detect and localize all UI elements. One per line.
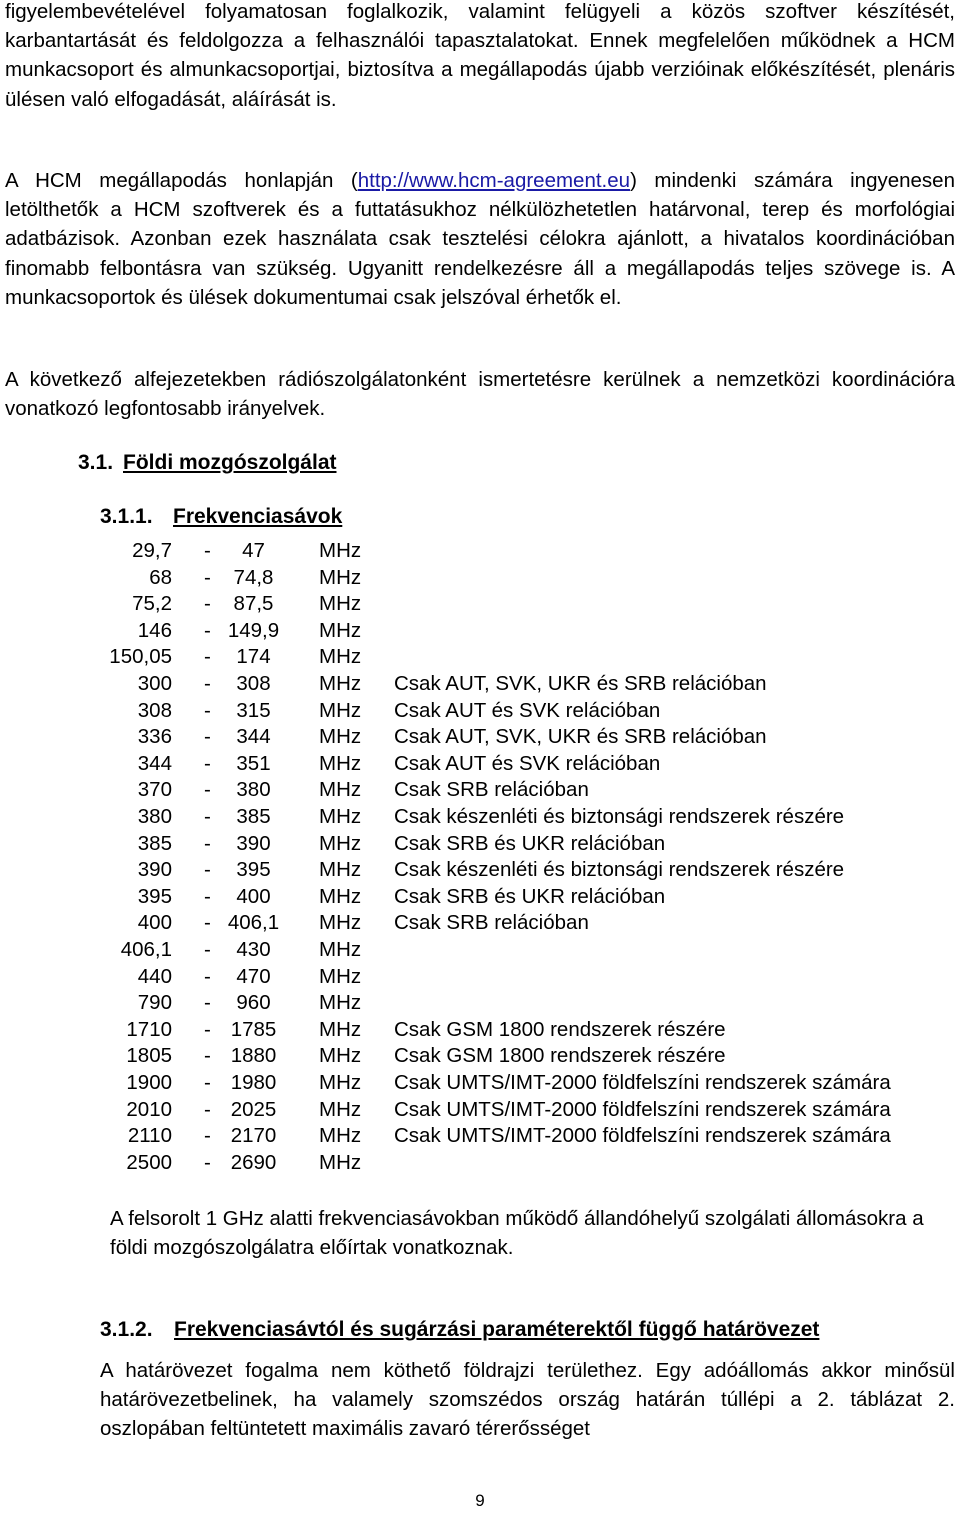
- band-note: Csak SRB relációban: [394, 911, 589, 935]
- band-note: Csak SRB és UKR relációban: [394, 884, 666, 908]
- band-upper-frequency: 2025: [230, 1097, 277, 1121]
- band-range-dash: -: [204, 751, 211, 775]
- band-lower-frequency: 400: [137, 911, 172, 935]
- band-note: Csak UMTS/IMT-2000 földfelszíni rendszerek számára: [394, 1071, 891, 1094]
- band-unit: MHz: [319, 964, 362, 988]
- band-note: Csak UMTS/IMT-2000 földfelszíni rendszerek számára: [394, 1097, 891, 1121]
- homepage-paragraph: [5, 166, 955, 312]
- section-3-1-2-heading: [100, 1316, 819, 1344]
- band-note: Csak AUT és SVK relációban: [394, 698, 661, 722]
- band-unit: MHz: [319, 858, 362, 882]
- band-range-dash: -: [204, 539, 211, 562]
- band-range-dash: -: [204, 725, 211, 749]
- band-unit: MHz: [319, 778, 362, 802]
- band-unit: MHz: [319, 565, 362, 589]
- band-unit: MHz: [319, 751, 362, 775]
- band-unit: MHz: [319, 698, 362, 722]
- band-unit: MHz: [319, 1071, 362, 1094]
- band-range-dash: -: [204, 672, 211, 695]
- band-range-dash: -: [204, 618, 211, 642]
- band-upper-frequency: 406,1: [227, 911, 280, 935]
- band-unit: MHz: [319, 938, 362, 961]
- band-lower-frequency: 2110: [127, 1124, 172, 1148]
- band-upper-frequency: 1785: [230, 1017, 277, 1041]
- band-range-dash: -: [204, 858, 211, 882]
- band-unit: MHz: [319, 592, 362, 616]
- band-upper-frequency: 430: [236, 938, 271, 961]
- band-note: Csak UMTS/IMT-2000 földfelszíni rendszerek számára: [394, 1124, 891, 1148]
- band-lower-frequency: 344: [137, 751, 172, 775]
- band-lower-frequency: 380: [137, 805, 172, 828]
- band-range-dash: -: [204, 911, 211, 935]
- band-unit: MHz: [319, 991, 362, 1015]
- band-lower-frequency: 300: [137, 672, 172, 695]
- border-zone-paragraph: A határövezet fogalma nem köthető földrajzi területhez. Egy adóállomás akkor minősül határövezetbelinek, ha valamely szomszédos ország határán túllépi a 2. táblázat 2. oszlopában feltüntetett maximális zavaró térerősséget: [100, 1359, 955, 1441]
- band-upper-frequency: 380: [236, 778, 271, 802]
- homepage-text-after: ) mindenki számára ingyenesen letölthetők a HCM szoftverek és a futtatásukhoz nélkülözhetetlen határvonal, terep és morfológiai adatbázisok. Azonban ezek használata csak tesztelési célokra ajánlott, a hivatalos koordinációban finomabb felbontásra van szükség. Ugyanitt rendelkezésre áll a megállapodás teljes szövege is. A munkacsoportok és ülések dokumentumai csak jelszóval érhetők el.: [5, 169, 955, 309]
- band-lower-frequency: 385: [137, 831, 172, 855]
- band-range-dash: -: [204, 938, 211, 961]
- band-unit: MHz: [319, 645, 362, 669]
- band-upper-frequency: 470: [236, 964, 271, 988]
- band-lower-frequency: 1710: [126, 1017, 172, 1041]
- band-lower-frequency: 308: [137, 698, 172, 722]
- intro-paragraph: figyelembevételével folyamatosan foglalkozik, valamint felügyeli a közös szoftver készítését, karbantartását és feldolgozza a felhasználói tapasztalatokat. Ennek megfelelően működnek a HCM munkacsoport és almunkacsoportjai, biztosítva a megállapodás újabb verzióinak előkészítését, plenáris ülésen való elfogadását, aláírását is.: [5, 0, 955, 111]
- homepage-text-before: A HCM megállapodás honlapján (: [5, 169, 358, 192]
- band-upper-frequency: 390: [236, 831, 271, 855]
- band-range-dash: -: [204, 645, 211, 669]
- band-lower-frequency: 2500: [126, 1150, 172, 1174]
- band-range-dash: -: [204, 964, 211, 988]
- page-number: 9: [475, 1491, 485, 1510]
- band-lower-frequency: 395: [137, 884, 172, 908]
- band-unit: MHz: [319, 1017, 362, 1041]
- band-range-dash: -: [204, 565, 211, 589]
- band-unit: MHz: [319, 672, 362, 695]
- band-note: Csak AUT, SVK, UKR és SRB relációban: [394, 725, 767, 749]
- band-range-dash: -: [204, 1097, 211, 1121]
- band-range-dash: -: [204, 831, 211, 855]
- bands-note-paragraph: A felsorolt 1 GHz alatti frekvenciasávokban működő állandóhelyű szolgálati állomásokra a földi mozgószolgálatra előírtak vonatkoznak.: [110, 1207, 924, 1260]
- section-3-1-1-title: Frekvenciasávok: [173, 505, 343, 528]
- band-unit: MHz: [319, 618, 362, 642]
- band-lower-frequency: 1805: [126, 1044, 172, 1068]
- band-unit: MHz: [319, 831, 362, 855]
- section-3-1-title: Földi mozgószolgálat: [123, 451, 337, 474]
- band-unit: MHz: [319, 1097, 362, 1121]
- band-note: Csak készenléti és biztonsági rendszerek részére: [394, 805, 845, 828]
- band-unit: MHz: [319, 1150, 362, 1174]
- band-range-dash: -: [204, 778, 211, 802]
- hcm-agreement-link[interactable]: http://www.hcm-agreement.eu: [357, 169, 631, 192]
- band-upper-frequency: 395: [236, 858, 271, 882]
- band-unit: MHz: [319, 1044, 362, 1068]
- band-upper-frequency: 385: [236, 805, 271, 828]
- band-lower-frequency: 1900: [126, 1071, 172, 1094]
- band-range-dash: -: [204, 884, 211, 908]
- band-lower-frequency: 440: [137, 964, 172, 988]
- band-range-dash: -: [204, 1071, 211, 1094]
- band-lower-frequency: 370: [137, 778, 172, 802]
- band-upper-frequency: 2170: [230, 1124, 277, 1148]
- band-lower-frequency: 390: [137, 858, 172, 882]
- band-upper-frequency: 1880: [230, 1044, 277, 1068]
- band-upper-frequency: 47: [242, 539, 265, 562]
- band-unit: MHz: [319, 911, 362, 935]
- band-note: Csak AUT, SVK, UKR és SRB relációban: [394, 672, 767, 695]
- band-unit: MHz: [319, 725, 362, 749]
- band-lower-frequency: 336: [137, 725, 172, 749]
- section-3-1-1-heading: [100, 503, 342, 531]
- band-unit: MHz: [319, 1124, 362, 1148]
- band-note: Csak SRB relációban: [394, 778, 589, 802]
- band-note: Csak SRB és UKR relációban: [394, 831, 666, 855]
- band-range-dash: -: [204, 1044, 211, 1068]
- section-3-1-2-number: 3.1.2.: [100, 1318, 153, 1341]
- band-note: Csak AUT és SVK relációban: [394, 751, 661, 775]
- band-upper-frequency: 400: [236, 884, 271, 908]
- band-lower-frequency: 68: [149, 565, 172, 589]
- band-note: Csak GSM 1800 rendszerek részére: [394, 1017, 726, 1041]
- band-upper-frequency: 2690: [230, 1150, 277, 1174]
- band-range-dash: -: [204, 1150, 211, 1174]
- band-unit: MHz: [319, 539, 362, 562]
- band-upper-frequency: 74,8: [233, 565, 274, 589]
- band-lower-frequency: 146: [137, 618, 172, 642]
- band-upper-frequency: 960: [236, 991, 271, 1015]
- band-unit: MHz: [319, 805, 362, 828]
- band-lower-frequency: 790: [137, 991, 172, 1015]
- band-note: Csak GSM 1800 rendszerek részére: [394, 1044, 726, 1068]
- band-upper-frequency: 149,9: [227, 618, 280, 642]
- band-range-dash: -: [204, 991, 211, 1015]
- band-note: Csak készenléti és biztonsági rendszerek részére: [394, 858, 845, 882]
- following-paragraph: A következő alfejezetekben rádiószolgálatonként ismertetésre kerülnek a nemzetközi koordinációra vonatkozó legfontosabb irányelvek.: [5, 368, 955, 421]
- band-lower-frequency: 75,2: [132, 592, 172, 616]
- band-range-dash: -: [204, 1124, 211, 1148]
- section-3-1-2-title: Frekvenciasávtól és sugárzási paraméterektől függő határövezet: [174, 1318, 820, 1341]
- band-upper-frequency: 1980: [230, 1071, 277, 1094]
- section-3-1-number: 3.1.: [78, 451, 114, 474]
- band-lower-frequency: 150,05: [109, 645, 172, 669]
- band-lower-frequency: 406,1: [120, 938, 172, 961]
- band-upper-frequency: 344: [236, 725, 271, 749]
- band-upper-frequency: 351: [236, 751, 271, 775]
- band-range-dash: -: [204, 698, 211, 722]
- band-upper-frequency: 308: [236, 672, 271, 695]
- band-lower-frequency: 2010: [126, 1097, 172, 1121]
- band-unit: MHz: [319, 884, 362, 908]
- band-range-dash: -: [204, 1017, 211, 1041]
- section-3-1-heading: [78, 449, 337, 477]
- band-range-dash: -: [204, 592, 211, 616]
- section-3-1-1-number: 3.1.1.: [100, 505, 153, 528]
- band-upper-frequency: 87,5: [233, 592, 274, 616]
- band-upper-frequency: 174: [236, 645, 271, 669]
- band-upper-frequency: 315: [236, 698, 271, 722]
- band-lower-frequency: 29,7: [132, 539, 172, 562]
- band-range-dash: -: [204, 805, 211, 828]
